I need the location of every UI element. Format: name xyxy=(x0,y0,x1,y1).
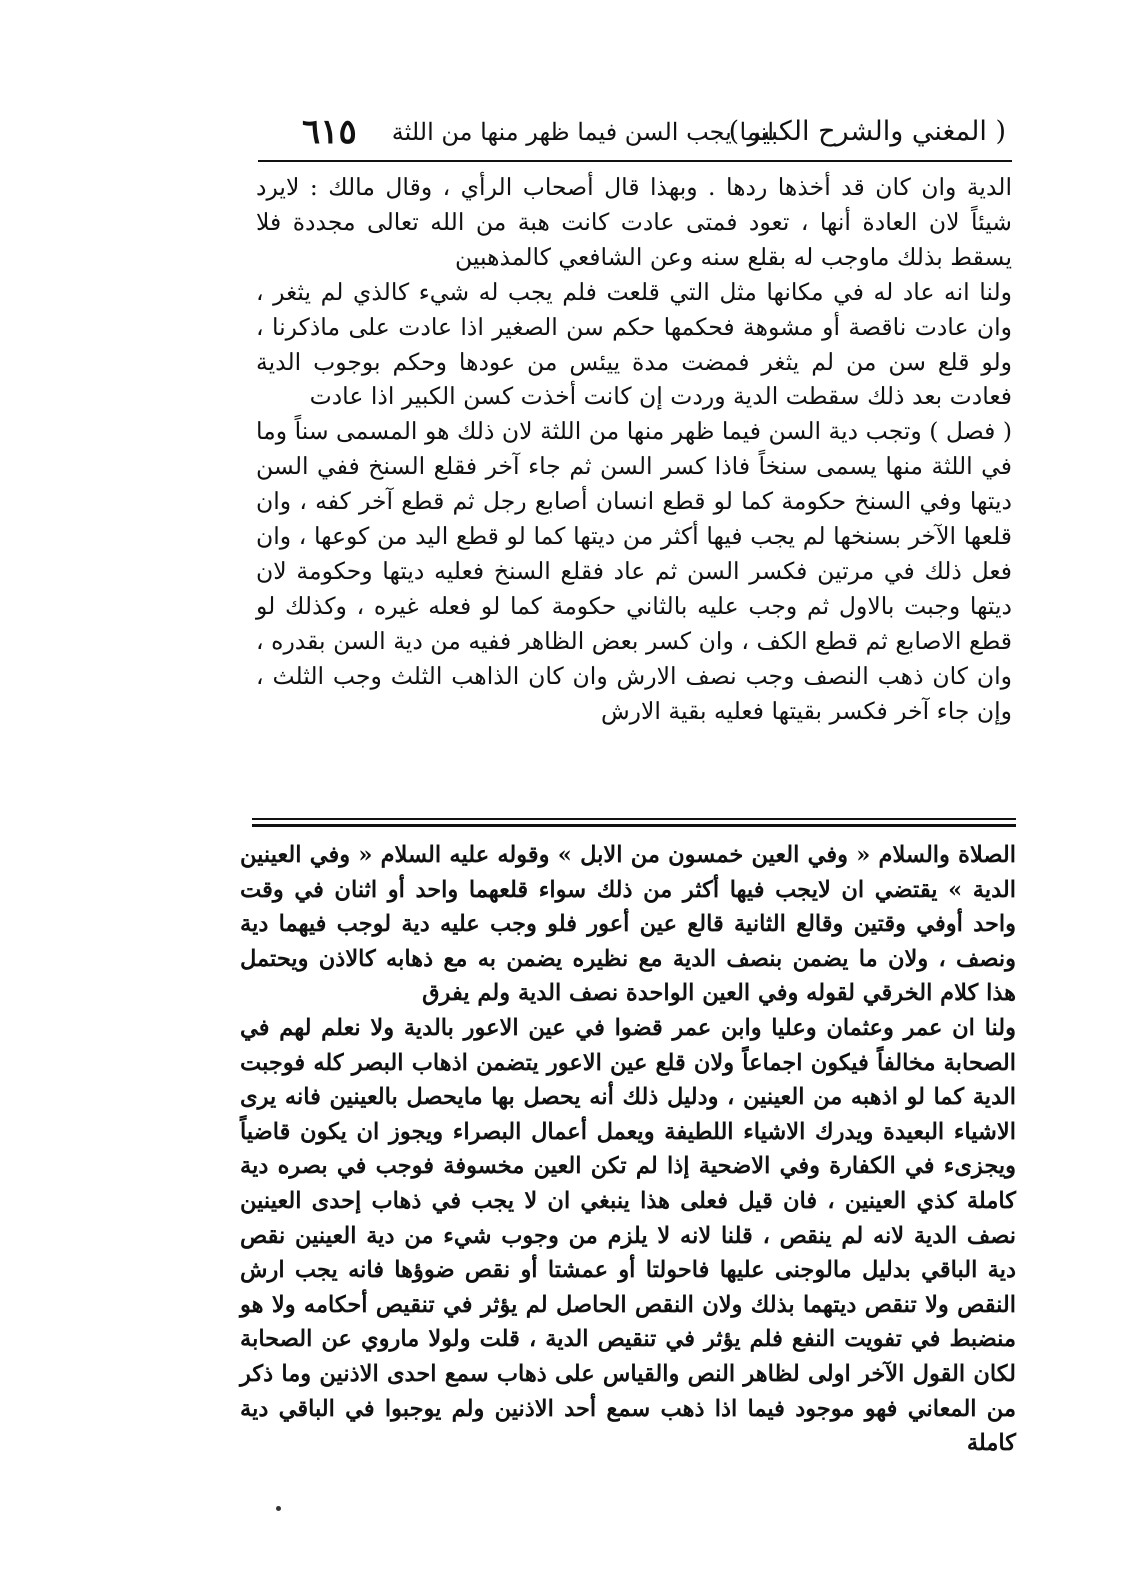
commentary-paragraph-2: ولنا ان عمر وعثمان وعليا وابن عمر قضوا في عين الاعور بالدية ولا نعلم لهم في الصحابة مخالفاً فيكون اجماعاً ولان قلع عين الاعور يتضمن اذهاب البصر كله فوجبت الدية كما لو اذهبه من العينين ، ودليل ذلك أنه يحصل بها مايحصل بالعينين فانه يرى الاشياء البعيدة ويدرك الاشياء اللطيفة ويعمل أعمال البصراء ويجوز ان يكون قاضياً ويجزىء في الكفارة وفي الاضحية إذا لم تكن العين مخسوفة فوجب في بصره دية كاملة كذي العينين ، فان قيل فعلى هذا ينبغي ان لا يجب في ذهاب إحدى العينين نصف الدية لانه لم ينقص ، قلنا لانه لا يلزم من وجوب شيء من دية العينين نقص دية الباقي بدليل مالوجنى عليها فاحولتا أو عمشتا أو نقص ضوؤها فانه يجب ارش النقص ولا تنقص ديتهما بذلك ولان النقص الحاصل لم يؤثر في تنقيص أحكامه ولا هو منضبط في تفويت النفع فلم يؤثر في تنقيص الدية ، قلت ولولا ماروي عن الصحابة لكان القول الآخر اولى لظاهر النص والقياس على ذهاب سمع احدى الاذنين وما ذكر من المعاني فهو موجود فيما اذا ذهب سمع أحد الاذنين ولم يوجبوا في الباقي دية كاملة xyxy=(240,1014,1016,1457)
header-rule xyxy=(258,160,1012,162)
running-header xyxy=(258,112,1006,158)
book-title: ( المغني والشرح الكبير ) xyxy=(728,116,1006,147)
main-paragraph-2: ولنا انه عاد له في مكانها مثل التي قلعت فلم يجب له شيء كالذي لم يثغر ، وان عادت ناقصة أو مشوهة فحكمها حكم سن الصغير اذا عادت على ماذكرنا ، ولو قلع سن من لم يثغر فمضت مدة ييئس من عودها وحكم بوجوب الدية فعادت بعد ذلك سقطت الدية وردت إن كانت أخذت كسن الكبير اذا عادت xyxy=(256,277,1012,411)
page-number: ٦١٥ xyxy=(302,112,357,152)
main-paragraph-1: الدية وان كان قد أخذها ردها . وبهذا قال أصحاب الرأي ، وقال مالك : لايرد شيئاً لان العادة أنها ، تعود فمتى عادت كانت هبة من الله تعالى مجددة فلا يسقط بذلك ماوجب له بقلع سنه وعن الشافعي كالمذهبين xyxy=(256,173,1012,271)
ink-speck xyxy=(276,1506,281,1511)
section-subject: انما يجب السن فيما ظهر منها من اللثة xyxy=(391,118,774,146)
main-paragraph-3: ( فصل ) وتجب دية السن فيما ظهر منها من اللثة لان ذلك هو المسمى سناً وما في اللثة منها يسمى سنخاً فاذا كسر السن ثم جاء آخر فقلع السنخ ففي السن ديتها وفي السنخ حكومة كما لو قطع انسان أصابع رجل ثم قطع آخر كفه ، وان قلعها الآخر بسنخها لم يجب فيها أكثر من ديتها كما لو قطع اليد من كوعها ، وان فعل ذلك في مرتين فكسر السن ثم عاد فقلع السنخ فعليه ديتها وحكومة لان ديتها وجبت بالاول ثم وجب عليه بالثاني حكومة كما لو فعله غيره ، وكذلك لو قطع الاصابع ثم قطع الكف ، وان كسر بعض الظاهر ففيه من دية السن بقدره ، وان كان ذهب النصف وجب نصف الارش وان كان الذاهب الثلث وجب الثلث ، وإن جاء آخر فكسر بقيتها فعليه بقية الارش xyxy=(256,417,1012,725)
main-text-block xyxy=(256,170,1012,729)
section-divider-bottom xyxy=(252,824,1016,827)
commentary-paragraph-1: الصلاة والسلام « وفي العين خمسون من الابل » وقوله عليه السلام « وفي العينين الدية » يقتضي ان لايجب فيها أكثر من ذلك سواء قلعهما واحد أو اثنان في وقت واحد أوفي وقتين وقالع الثانية قالع عين أعور فلو وجب عليه دية لوجب فيهما دية ونصف ، ولان ما يضمن بنصف الدية مع نظيره يضمن به مع ذهابه كالاذن ويحتمل هذا كلام الخرقي لقوله وفي العين الواحدة نصف الدية ولم يفرق xyxy=(240,842,1016,1007)
section-divider-top xyxy=(252,818,1016,820)
commentary-text-block xyxy=(240,838,1016,1461)
